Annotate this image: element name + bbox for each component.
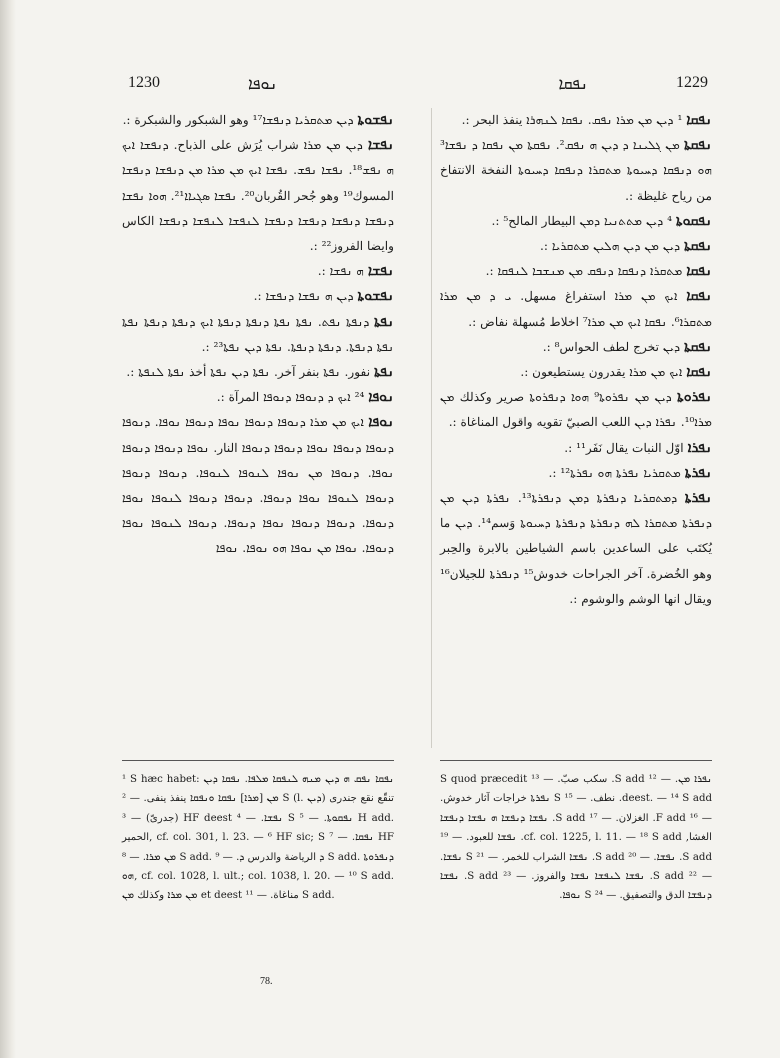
entry-text: ܡܬܩܪܐ ܕܢܦܩܐ ܕܢܦܩ ܡܢ ܡܢܫܒܐ ܠܢܦܩܐ :. [485,264,683,279]
entry-text: ²⁴ ܐܝܟ ܕ ܕܢܘܦܐ ܕܢܘܦܐ المرآة :. [216,390,365,405]
entry-text: ܡܬܩܪܝܐ ܢܦܪܬܐ ܗܘ ܢܦܪܬܐ¹² :. [548,465,681,480]
footnote-rule-right [440,760,712,761]
entry-text: ܗ ܢܦܫܐ :. [317,264,364,279]
left-page-number: 1230 [128,74,160,91]
dictionary-entry [122,385,394,410]
dictionary-entry [440,259,712,284]
right-column [440,108,712,612]
entry-lemma: ܢܦܪܬܐ [684,464,712,481]
entry-text: ܕܢܦܬܐ ܢܦܬ. ܢܦܬܐ ܢܦܬܐ ܕܢܦܬܐ ܕܢܦܬܐ ܐܝܟ ܕܢܦܬܐ ܕܢܦܬܐ ܢܦܬܐ ܢܦܬܐ ܕܢܦܬܐ. ܕܢܦܬܐ ܕܢܦܬܐ. ܢܦܬܐ ܕܝܢ ܢܦܬܐ²³ :. [122,314,394,354]
entry-lemma: ܢܦܪܐ [687,439,712,456]
dictionary-entry [122,410,394,561]
entry-lemma: ܢܦܩܐ [686,288,712,305]
entry-lemma: ܢܦܬܐ [374,364,394,381]
dictionary-entry [122,360,394,385]
entry-lemma: ܢܦܫܘܬܐ [357,112,394,128]
entry-lemma: ܢܦܩܬܐ [684,238,712,255]
entry-lemma: ܢܘܦܐ [368,414,395,431]
page-edge-shadow [0,0,16,1058]
entry-text: ܐܝܟ ܡܢ ܡܪܐ يقدرون يستطيعون :. [520,365,683,380]
footnote-text: ܢܦܪܐ ܡܢ. — ¹² S add. سكب صبّ. — ¹³ S quod præcedit deest. — ¹⁴ S add. نطف. — ¹⁵ S ܢܦܪܬܐ خراجات آثار خدوش. — ¹⁶ F add. الغزلان. — ¹⁷ S add. ܢܦܫܐ ܕܢܦܫܐ ܗ ܢܦܫܐ ܕܢܦܫܐ الغشا, cf. col. 1225, l. 11. — ¹⁸ S add. ܢܦܫܐ للعبود. — ¹⁹ S add. ܢܦܫܐ. — ²⁰ S add. ܢܦܫܐ الشراب للخمر. — ²¹ S ܢܦܫܐ. — ²² S add. ܢܦܫܐ ܠܢܦܫܐ ܢܦܫܐ والفروز. — ²³ S add. ܢܦܫܐ ܕܢܦܫܐ الدق والتصفيق. — ²⁴ S ܢܘܦܐ. [440,774,713,902]
entry-lemma: ܢܦܫܐ [367,137,394,154]
entry-lemma: ܢܦܪܘܬܐ [677,389,712,406]
dictionary-entry [440,234,712,259]
entry-text: ܡܢ ܓܠܝܢܐ ܕ ܕܝܢ ܗ ܢܦܩ². ܢܦܩܬܐ ܡܢ ܢܦܩܐ ܕ ܢܦܫܐ³ ܗܘ ܕܢܦܩܐ ܕܚܝܘܬܐ ܡܬܩܪܐ ܕܢܦܩܐ ܕܚܝܘܬܐ النفخة الانتفاخ من رياح غليظة :. [440,138,712,203]
entry-lemma: ܢܦܩܐ [686,263,712,280]
entry-text: ܕܝܢ ܡܢ ܕܝܢ ܗܠܝܢ ܡܬܩܪܝܐ :. [540,239,681,254]
dictionary-entry [122,133,394,259]
entry-lemma: ܢܘܦܐ [368,389,394,406]
left-column [122,108,394,562]
entry-lemma: ܢܦܩܘܬܐ [675,212,712,229]
running-header [128,74,708,100]
signature-mark: 78. [260,976,273,987]
dictionary-entry [440,486,712,612]
dictionary-entry [440,133,712,209]
entry-text: ܐܝܟ ܡܢ ܡܪܐ ܕܢܘܦܐ ܕܢܘܦܐ ܢܘܦܐ ܕܢܘܦܐ ܢܘܦܐ. ܕܢܘܦܐ ܕܢܘܦܐ ܕܢܘܦܐ ܢܘܦܐ ܕܢܘܦܐ ܕܢܘܦܐ النار. ܢܘܦܐ ܕܢܘܦܐ ܕܢܘܦܐ ܢܘܦܐ. ܕܢܘܦܐ ܡܢ ܢܘܦܐ ܠܢܘܦܐ ܠܢܘܦܐ. ܕܢܘܦܐ ܕܢܘܦܐ ܕܢܘܦܐ ܠܢܘܦܐ ܢܘܦܐ ܕܢܘܦܐ. ܕܢܘܦܐ ܕܢܘܦܐ ܠܢܘܦܐ ܢܘܦܐ ܕܢܘܦܐ. ܕܢܘܦܐ ܕܢܘܦܐ ܢܘܦܐ ܕܢܘܦܐ. ܕܢܘܦܐ ܠܢܘܦܐ ܢܘܦܐ ܕܢܘܦܐ. ܢܘܦܐ ܡܢ ܢܘܦܐ ܗܘ ܢܘܦܐ. ܢܘܦܐ [122,415,394,556]
dictionary-entry [122,310,394,360]
entry-lemma: ܢܦܩܬܐ [684,338,712,355]
entry-text: ܕܝܢ تخرج لطف الحواس⁸ :. [542,339,681,354]
footnote-rule-left [122,760,394,761]
dictionary-entry [440,335,712,360]
footnote-text: ¹ S hæc habet: ܢܦܩܐ ܢܦܩ ܗ ܕܝܢ ܡܢܗ ܠܢܦܩܐ ܡܠܦܐ. ܢܦܩܐ ܕܝܢ ܡܢ [ܡܪܐ] ܢܦܩܐ ܘܢܦܩܐ ينفذ ينفى. — ² S (l. ܕܝܢ) تنقّع نقع جندرى (جدرىّ) — ³ HF deest ܢܦܫܐ. — ⁴ S ܢܦܩܘܬܐ. — ⁵ H add. الحمير, cf. col. 301, l. 23. — ⁶ HF sic; S ܢܦܩܐ. — ⁷ HF ܡܢ ܡܪܐ. — ⁸ S add. ܕ الرياضة والدرس ܕ. — ⁹ S add. ܕܢܦܪܘܬܐ ܗܘ, cf. col. 1028, l. ult.; col. 1038, l. 20. — ¹⁰ S add. ܡܢ ܡܪܐ وكذلك ܡܢ et deest مناغاة. — ¹¹ S add. [122,774,394,902]
dictionary-entry [440,385,712,435]
entry-lemma: ܢܦܩܬܐ [684,137,712,154]
entry-lemma: ܢܦܫܐ [367,263,394,280]
dictionary-entry [440,360,712,385]
entry-text: اوّل النبات يقال نَفَر¹¹ :. [564,440,684,455]
dictionary-entry [440,461,712,486]
dictionary-entry [440,209,712,234]
right-page-number: 1229 [676,74,708,91]
entry-text: ܕܝܢ ܡܢ ܢܦܪܘܬܐ⁹ ܗܘܐ ܕܢܦܪܘܬܐ صرير وكذلك ܡܢ ܡܪܐ¹⁰. ܢܦܪܐ ܕܝܢ اللعب الصبيّ تقويه واقول المناغاة :. [440,390,712,430]
dictionary-entry [440,284,712,334]
dictionary-entry [122,259,394,284]
entry-text: ⁴ ܕܝܢ ܡܬܬܢܝܐ ܕܡܢ البيطار المالح⁵ :. [491,213,673,228]
entry-text: ¹ ܕܝܢ ܡܢ ܡܪܐ ܢܦܩ. ܢܦܩܐ ܠܢܗܪܐ ينفذ البحر :. [461,113,683,127]
dictionary-entry [440,436,712,461]
dictionary-entry [122,108,394,133]
entry-text: ܕܝܢ ܗ ܢܦܫܐ ܕܢܦܫܐ :. [253,289,354,304]
left-running-head: ܢܘܦܐ [248,74,278,93]
dictionary-entry [122,284,394,309]
entry-lemma: ܢܦܬܐ [374,313,395,330]
entry-text: ܕܝܢ ܡܬܩܪܝܐ ܕܢܦܫܐ¹⁷ وهو الشبكور والشبكرة :. [122,113,354,127]
entry-lemma: ܢܦܫܘܬܐ [357,288,394,305]
column-divider [431,108,432,748]
entry-text: ܐܝܟ ܡܢ ܡܪܐ استفراغ مسهل. ܝ ܕ ܡܢ ܡܪܐ ܡܬܩܪܐ⁶. ܢܦܩܐ ܐܝܟ ܡܢ ܡܪܐ⁷ اخلاط مُسهلة نفاض :. [440,289,712,329]
entry-lemma: ܢܦܩܐ [686,112,712,128]
entry-text: ܕܡܬܩܪܝܐ ܕܢܦܪܬܐ ܕܡܢ ܕܢܦܪܬܐ¹³. ܢܦܪܬܐ ܕܝܢ ܡܢ ܕܢܦܪܬܐ ܡܬܩܪܐ ܠܗ ܕܢܦܪܬܐ ܕܢܦܪܬܐ ܕܚܝܘܬܐ وَسم¹⁴. ܕܝܢ ما يُكتَب على الساعدين باسم الشياطين بالابرة والحِبر وهو الخُضرة. آخر الجراحات خدوش¹⁵ ܕܢܦܪܬܐ للجيلان¹⁶ ويقال انها الوشم والوشوم :. [440,491,712,606]
footnotes-left [122,770,394,906]
footnotes-right [440,770,712,906]
entry-lemma: ܢܦܪܬܐ [684,490,712,507]
entry-text: نفور. ܢܦܬܐ بنفر آخر. ܢܦܬܐ ܕܝܢ ܢܦܬܐ أخذ ܢܦܬܐ ܠܢܦܬܐ :. [126,365,371,380]
entry-lemma: ܢܦܩܐ [686,364,712,381]
right-running-head: ܢܦܩܐ [558,74,588,93]
entry-text: ܕܝܢ ܡܢ ܡܪܐ شراب يُرَش على الذباح. ܕܢܦܫܐ ܐܝܟ ܗ ܢܦܫ¹⁸. ܢܦܫܐ ܢܦܫ. ܢܦܫܐ ܐܝܟ ܡܢ ܡܪܐ ܡܢ ܕܢܦܫܐ ܕܢܦܫܐ المسوك¹⁹ وهو جُحر القُربان²⁰. ܢܦܫܐ ܣܓܝܐܐ²¹. ܗܘܐ ܢܦܫܐ ܕܢܦܫܐ ܕܢܦܫܐ ܕܢܦܫܐ ܕܢܦܫܐ ܠܢܦܫܐ ܠܢܦܫܐ ܕܢܦܫܐ الكاس وايضا الفروز²² :. [122,138,395,254]
dictionary-entry [440,108,712,133]
